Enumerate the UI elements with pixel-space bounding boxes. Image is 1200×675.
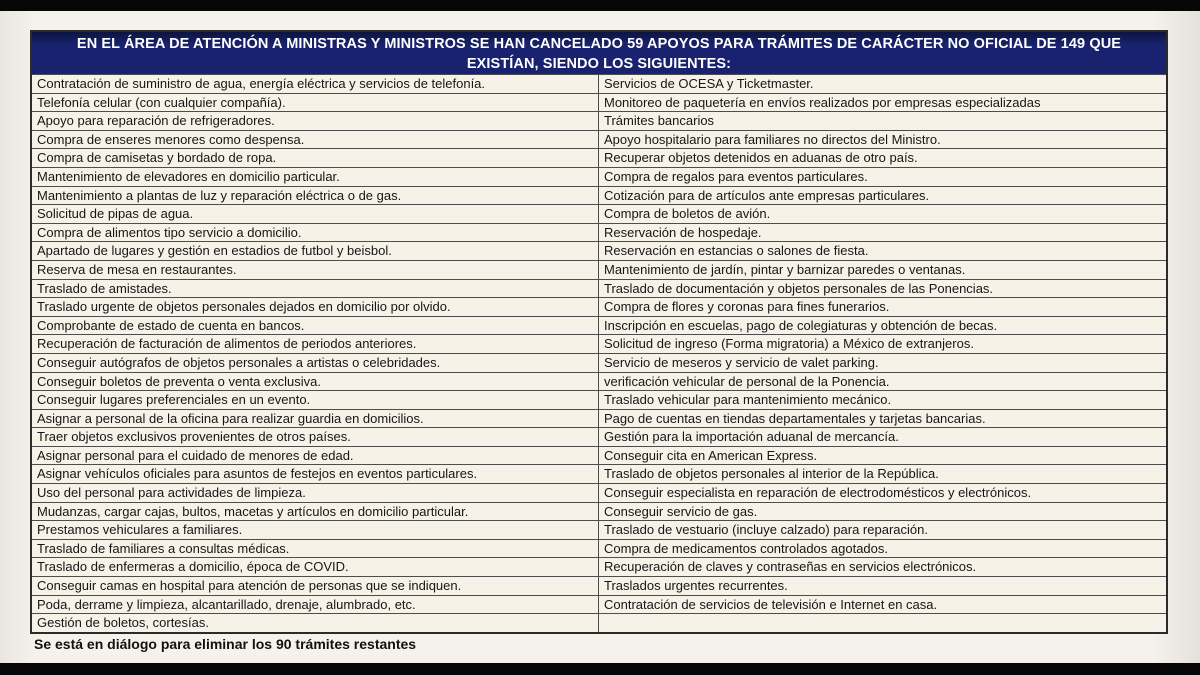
bottom-black-bar — [0, 663, 1200, 675]
table-cell: Traslado vehicular para mantenimiento mecánico. — [599, 390, 1166, 409]
table-cell: Recuperación de facturación de alimentos de periodos anteriores. — [32, 334, 599, 353]
table-cell: Conseguir autógrafos de objetos personales a artistas o celebridades. — [32, 353, 599, 372]
table-cell: Trámites bancarios — [599, 111, 1166, 130]
table-cell: Gestión para la importación aduanal de mercancía. — [599, 427, 1166, 446]
table-cell: Recuperación de claves y contraseñas en servicios electrónicos. — [599, 557, 1166, 576]
table-cell: Conseguir camas en hospital para atención de personas que se indiquen. — [32, 576, 599, 595]
table-cell: Traer objetos exclusivos provenientes de otros países. — [32, 427, 599, 446]
table-cell: Compra de camisetas y bordado de ropa. — [32, 148, 599, 167]
footer-note: Se está en diálogo para eliminar los 90 trámites restantes — [34, 636, 417, 652]
table-cell: Apoyo para reparación de refrigeradores. — [32, 111, 599, 130]
table-cell: Poda, derrame y limpieza, alcantarillado, drenaje, alumbrado, etc. — [32, 595, 599, 614]
slide-page — [0, 11, 1200, 663]
table-cell: Servicios de OCESA y Ticketmaster. — [599, 74, 1166, 93]
table-cell: verificación vehicular de personal de la Ponencia. — [599, 372, 1166, 391]
table-cell: Recuperar objetos detenidos en aduanas de otro país. — [599, 148, 1166, 167]
table-cell: Servicio de meseros y servicio de valet parking. — [599, 353, 1166, 372]
table-cell: Traslado urgente de objetos personales dejados en domicilio por olvido. — [32, 297, 599, 316]
table-cell: Cotización para de artículos ante empresas particulares. — [599, 186, 1166, 205]
table-cell: Compra de boletos de avión. — [599, 204, 1166, 223]
table-cell: Inscripción en escuelas, pago de colegiaturas y obtención de becas. — [599, 316, 1166, 335]
table-title: EN EL ÁREA DE ATENCIÓN A MINISTRAS Y MINISTROS SE HAN CANCELADO 59 APOYOS PARA TRÁMITES DE CARÁCTER NO OFICIAL DE 149 QUE EXISTÍAN, SIENDO LOS SIGUIENTES: — [32, 32, 1166, 74]
table-cell: Compra de regalos para eventos particulares. — [599, 167, 1166, 186]
table-cell: Conseguir lugares preferenciales en un evento. — [32, 390, 599, 409]
cancelled-supports-table — [30, 30, 1168, 634]
table-cell: Asignar personal para el cuidado de menores de edad. — [32, 446, 599, 465]
table-cell: Mantenimiento a plantas de luz y reparación eléctrica o de gas. — [32, 186, 599, 205]
table-cell: Compra de flores y coronas para fines funerarios. — [599, 297, 1166, 316]
table-cell: Conseguir cita en American Express. — [599, 446, 1166, 465]
table-cell: Compra de alimentos tipo servicio a domicilio. — [32, 223, 599, 242]
table-cell: Traslado de documentación y objetos personales de las Ponencias. — [599, 279, 1166, 298]
table-cell: Traslado de amistades. — [32, 279, 599, 298]
table-cell: Solicitud de ingreso (Forma migratoria) a México de extranjeros. — [599, 334, 1166, 353]
table-cell: Compra de enseres menores como despensa. — [32, 130, 599, 149]
table-cell: Comprobante de estado de cuenta en bancos. — [32, 316, 599, 335]
table-cell: Apartado de lugares y gestión en estadios de futbol y beisbol. — [32, 241, 599, 260]
table-cell: Compra de medicamentos controlados agotados. — [599, 539, 1166, 558]
table-cell: Gestión de boletos, cortesías. — [32, 613, 599, 632]
table-cell: Telefonía celular (con cualquier compañía). — [32, 93, 599, 112]
table-cell: Uso del personal para actividades de limpieza. — [32, 483, 599, 502]
table-cell: Traslado de enfermeras a domicilio, época de COVID. — [32, 557, 599, 576]
table-cell: Asignar a personal de la oficina para realizar guardia en domicilios. — [32, 409, 599, 428]
table-cell: Asignar vehículos oficiales para asuntos de festejos en eventos particulares. — [32, 464, 599, 483]
table-cell: Traslado de vestuario (incluye calzado) para reparación. — [599, 520, 1166, 539]
table-body — [32, 74, 1166, 632]
table-cell: Pago de cuentas en tiendas departamentales y tarjetas bancarias. — [599, 409, 1166, 428]
table-cell: Reservación en estancias o salones de fiesta. — [599, 241, 1166, 260]
table-cell: Contratación de servicios de televisión e Internet en casa. — [599, 595, 1166, 614]
table-cell: Conseguir servicio de gas. — [599, 502, 1166, 521]
top-black-bar — [0, 0, 1200, 11]
table-cell: Traslado de familiares a consultas médicas. — [32, 539, 599, 558]
table-cell: Mantenimiento de elevadores en domicilio particular. — [32, 167, 599, 186]
table-cell: Traslados urgentes recurrentes. — [599, 576, 1166, 595]
table-cell: Mantenimiento de jardín, pintar y barnizar paredes o ventanas. — [599, 260, 1166, 279]
table-cell: Solicitud de pipas de agua. — [32, 204, 599, 223]
table-cell: Contratación de suministro de agua, energía eléctrica y servicios de telefonía. — [32, 74, 599, 93]
table-cell: Reserva de mesa en restaurantes. — [32, 260, 599, 279]
table-cell: Conseguir especialista en reparación de electrodomésticos y electrónicos. — [599, 483, 1166, 502]
table-cell: Reservación de hospedaje. — [599, 223, 1166, 242]
table-cell: Traslado de objetos personales al interior de la República. — [599, 464, 1166, 483]
table-cell: Monitoreo de paquetería en envíos realizados por empresas especializadas — [599, 93, 1166, 112]
table-cell: Mudanzas, cargar cajas, bultos, macetas y artículos en domicilio particular. — [32, 502, 599, 521]
table-cell: Apoyo hospitalario para familiares no directos del Ministro. — [599, 130, 1166, 149]
table-cell — [599, 613, 1166, 632]
table-cell: Prestamos vehiculares a familiares. — [32, 520, 599, 539]
table-cell: Conseguir boletos de preventa o venta exclusiva. — [32, 372, 599, 391]
